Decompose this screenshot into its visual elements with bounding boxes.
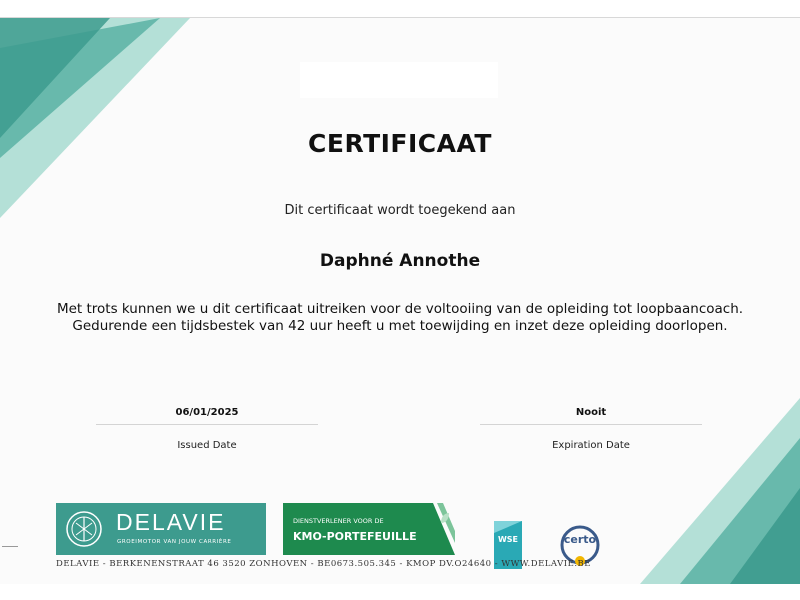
issued-date-label: Issued Date (177, 440, 237, 451)
certificate-page (0, 17, 800, 584)
kmo-badge-shape (283, 503, 455, 555)
delavie-logo (56, 503, 266, 555)
partner-logos (0, 503, 800, 563)
wse-text: WSE (497, 535, 519, 544)
delavie-wordmark: DELAVIE (116, 509, 226, 535)
certo-text: certo (563, 533, 597, 546)
issued-date-line (96, 424, 318, 425)
certificate-title: CERTIFICAAT (308, 129, 492, 158)
leaf-icon (439, 511, 451, 525)
kmo-portefeuille-logo (283, 503, 455, 559)
expiration-date-block (480, 405, 702, 451)
footer-address: DELAVIE - BERKENENSTRAAT 46 3520 ZONHOVEN - BE0673.505.345 - KMOP DV.O24640 - WWW.DELAVIE.BE (56, 559, 591, 569)
body-line-1: Met trots kunnen we u dit certificaat uitreiken voor de voltooiing van de opleiding tot loopbaancoach. (56, 301, 744, 317)
expiration-date-label: Expiration Date (552, 440, 630, 451)
kmo-small-text: DIENSTVERLENER VOOR DE (293, 517, 384, 525)
body-line-2: Gedurende een tijdsbestek van 42 uur heeft u met toewijding en inzet deze opleiding doorlopen. (72, 318, 728, 334)
awarded-to-text: Dit certificaat wordt toegekend aan (284, 203, 516, 218)
delavie-tagline: GROEIMOTOR VAN JOUW CARRIÈRE (117, 539, 232, 545)
expiration-date-line (480, 424, 702, 425)
issued-date-value: 06/01/2025 (175, 407, 239, 418)
recipient-name: Daphné Annothe (319, 251, 481, 271)
top-logo-placeholder (300, 62, 498, 98)
certificate-body (20, 301, 780, 335)
expiration-date-value: Nooit (575, 407, 607, 418)
issued-date-block (96, 405, 318, 451)
tree-emblem-icon (64, 509, 104, 549)
kmo-big-text: KMO-PORTEFEUILLE (293, 530, 417, 543)
edge-mark (2, 546, 18, 547)
